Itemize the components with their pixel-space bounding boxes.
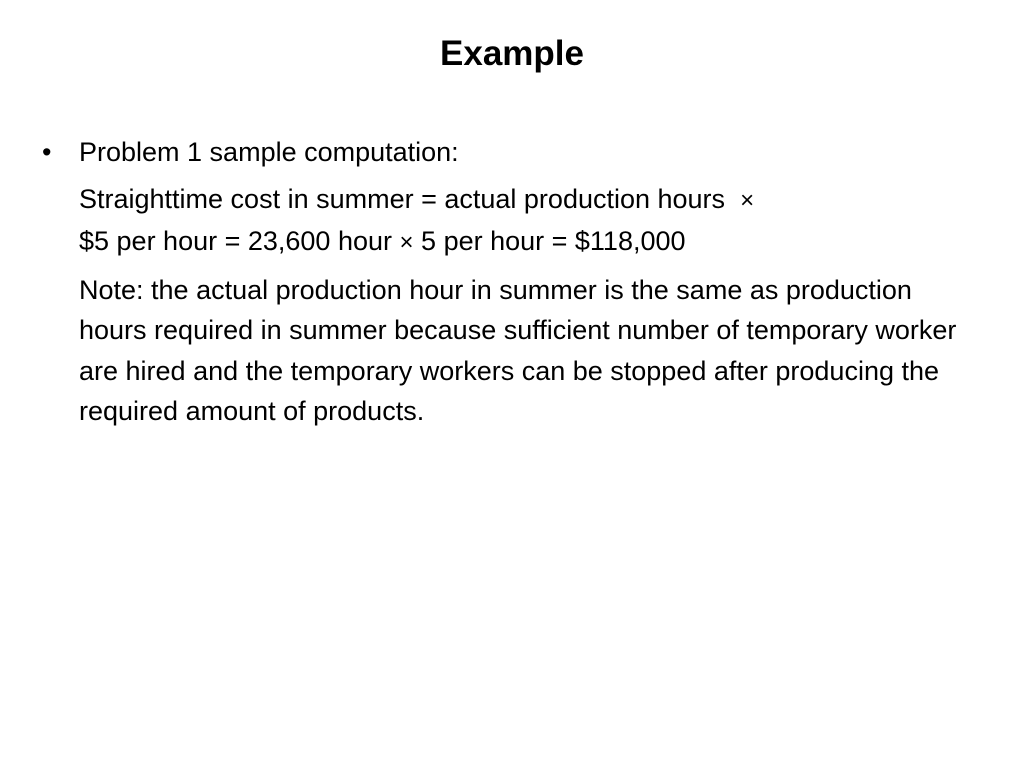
note-paragraph: Note: the actual production hour in summer is the same as production hours required in summer because sufficient number of temporary worker are hired and the temporary workers can be stopped after producing the required amount of products. — [79, 274, 957, 426]
times-icon: × — [740, 186, 755, 214]
formula-line-2 — [79, 226, 686, 256]
bullet-item — [42, 132, 982, 173]
formula-line-2b: 5 per hour = $118,000 — [421, 226, 686, 256]
times-icon: × — [399, 229, 414, 256]
formula-line-1-text: Straighttime cost in summer = actual production hours — [79, 183, 726, 214]
formula-paragraph — [79, 179, 982, 264]
slide-content — [42, 132, 982, 432]
formula-line-2a: $5 per hour = 23,600 hour — [79, 226, 392, 256]
bullet-dot-icon: • — [42, 137, 52, 167]
bullet-text: Problem 1 sample computation: — [79, 137, 459, 167]
slide-title: Example — [440, 34, 584, 73]
formula-line-1 — [79, 184, 754, 214]
